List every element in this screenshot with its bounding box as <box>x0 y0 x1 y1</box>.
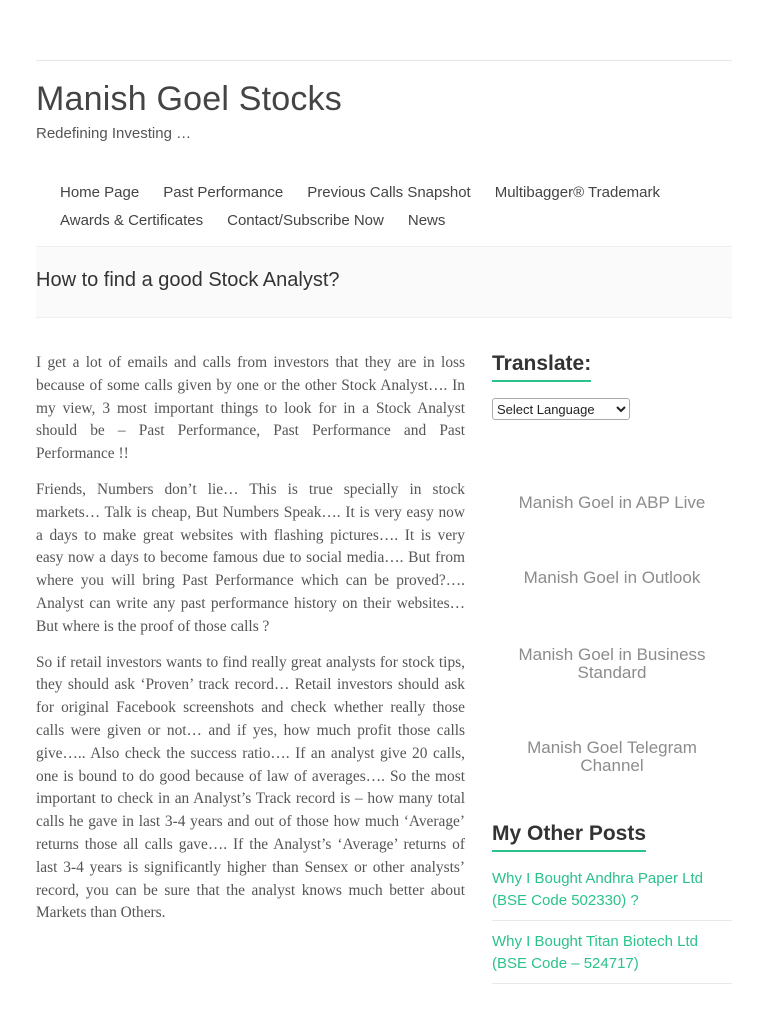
article-content <box>36 352 465 938</box>
main-navigation <box>60 178 710 234</box>
page-title: How to find a good Stock Analyst? <box>36 269 340 291</box>
nav-item-previous-calls-snapshot[interactable]: Previous Calls Snapshot <box>307 183 471 201</box>
post-link-titan-biotech[interactable]: Why I Bought Titan Biotech Ltd (BSE Code – 524717) <box>492 933 698 972</box>
list-item <box>492 929 732 984</box>
nav-item-awards-certificates[interactable]: Awards & Certificates <box>60 211 204 229</box>
feature-abp-live[interactable]: Manish Goel in ABP Live <box>518 493 706 512</box>
nav-item-news[interactable]: News <box>407 211 446 229</box>
nav-item-contact-subscribe[interactable]: Contact/Subscribe Now <box>227 211 384 229</box>
translate-widget-title: Translate: <box>492 352 591 382</box>
other-posts-list <box>492 866 732 992</box>
nav-row-1 <box>60 178 710 206</box>
article-paragraph: Friends, Numbers don’t lie… This is true specially in stock markets… Talk is cheap, But Numbers Speak…. It is very easy now a days to make great websites with flashing pictures…. It is very easy now a days to become famous due to social media…. But from where you will bring Past Performance which can be proved?…. Analyst can write any past performance history on their websites… But where is the proof of those calls ? <box>36 480 465 635</box>
post-link-andhra-paper[interactable]: Why I Bought Andhra Paper Ltd (BSE Code 502330) ? <box>492 870 703 909</box>
nav-item-home-page[interactable]: Home Page <box>60 183 140 201</box>
nav-row-2 <box>60 206 710 234</box>
article-paragraph: So if retail investors wants to find really great analysts for stock tips, they should ask ‘Proven’ track record… Retail investors should ask for original Facebook screenshots and check whether really those calls were given or not… and if yes, how much profit those calls give….. Also check the success ratio…. If an analyst give 20 calls, one is bound to do good because of law of averages…. So the most important to check in an Analyst’s Track record is – how many total calls he gave in last 3-4 years and out of those how much ‘Average’ returns those all calls gave…. If the Analyst’s ‘Average’ returns of last 3-4 years is significantly higher than Sensex or other analysts’ record, you can be sure that the analyst knows much better about Markets than Others. <box>36 653 465 922</box>
page-title-band <box>36 246 732 318</box>
site-title[interactable]: Manish Goel Stocks <box>36 80 342 118</box>
article-paragraph: I get a lot of emails and calls from investors that they are in loss because of some calls given by one or the other Stock Analyst…. In my view, 3 most important things to look for in a Stock Analyst should be – Past Performance, Past Performance and Past Performance !! <box>36 354 465 463</box>
site-tagline: Redefining Investing … <box>36 125 192 142</box>
feature-business-standard[interactable]: Manish Goel in Business Standard <box>518 645 706 682</box>
nav-item-past-performance[interactable]: Past Performance <box>163 183 284 201</box>
sidebar <box>492 352 732 972</box>
list-item <box>492 866 732 921</box>
nav-item-multibagger-trademark[interactable]: Multibagger® Trademark <box>494 183 660 201</box>
header-top-divider <box>36 60 732 61</box>
feature-telegram-channel[interactable]: Manish Goel Telegram Channel <box>527 738 697 775</box>
language-select[interactable] <box>492 398 630 420</box>
other-posts-title: My Other Posts <box>492 822 646 852</box>
other-posts-widget <box>492 822 646 852</box>
feature-outlook[interactable]: Manish Goel in Outlook <box>523 568 701 587</box>
